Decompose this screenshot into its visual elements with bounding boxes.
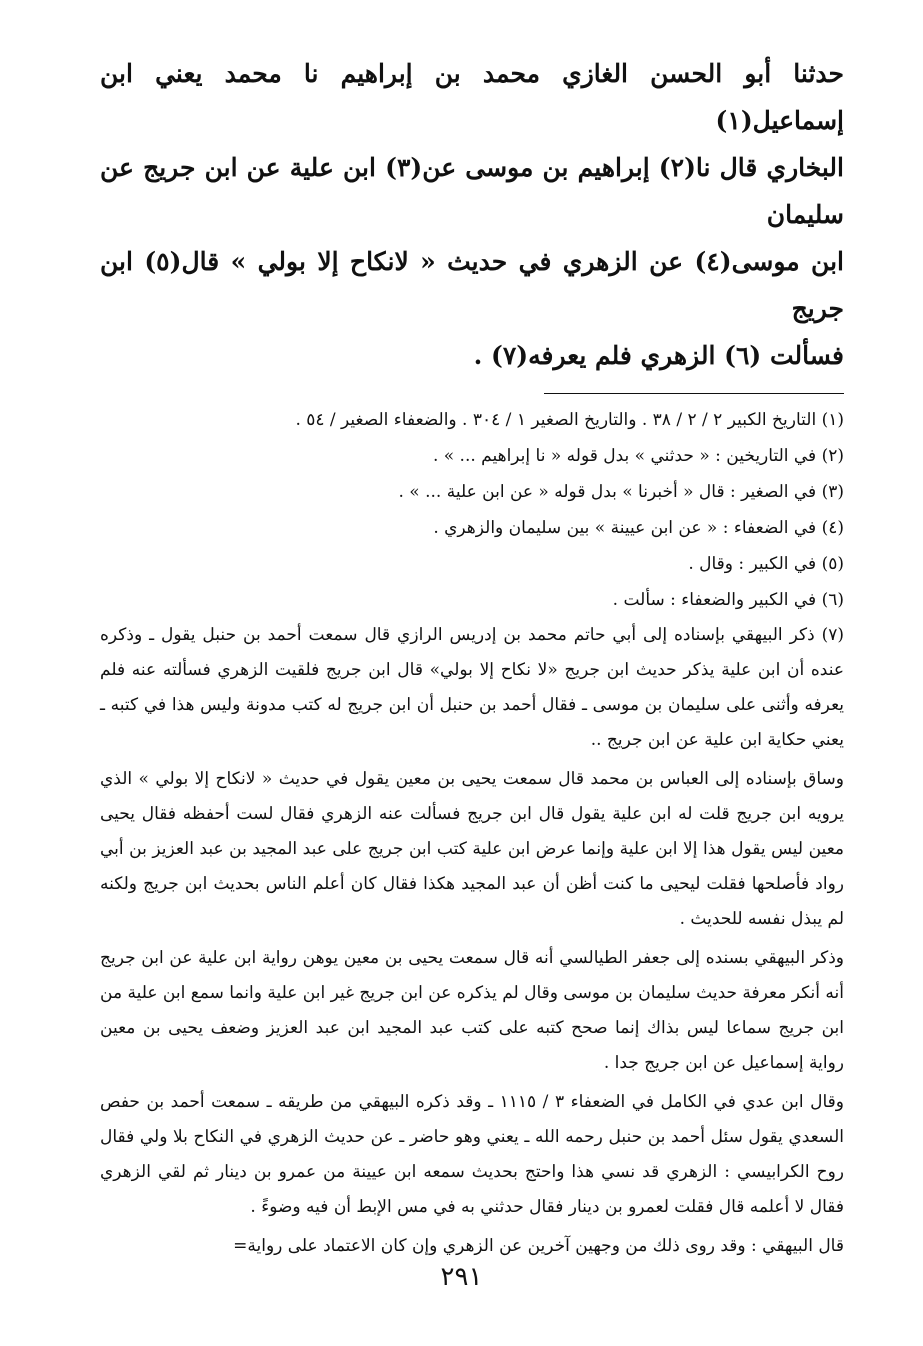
page-content — [100, 50, 844, 1264]
footnote-separator-wrap — [100, 393, 844, 394]
footnotes — [100, 402, 844, 1264]
footnote-2: (٢) في التاريخين : « حدثني » بدل قوله « نا إبراهيم ... » . — [432, 446, 844, 466]
footnote-7-paragraph-5: قال البيهقي : وقد روى ذلك من وجهين آخرين عن الزهري وإن كان الاعتماد على رواية= — [233, 1236, 844, 1256]
footnote-7-paragraph-1: (٧) ذكر البيهقي بإسناده إلى أبي حاتم محمد بن إدريس الرازي قال سمعت أحمد بن حنبل يقول ـ وذكره عنده أن ابن علية يذكر حديث ابن جريج «لا نكاح إلا بولي» قال ابن جريج فلقيت الزهري فسألته عنه فلم يعرفه وأثنى على سليمان بن موسى ـ فقال أحمد بن حنبل أن ابن جريج له كتب مدونة وليس هذا في كتبه ـ يعني حكاية ابن علية عن ابن جريج .. — [100, 625, 844, 750]
main-text-line-4: فسألت (٦) الزهري فلم يعرفه(٧) . — [473, 341, 844, 370]
main-text — [100, 50, 844, 379]
main-text-line-3: ابن موسى(٤) عن الزهري في حديث « لانكاح إلا بولي » قال(٥) ابن جريج — [100, 247, 844, 323]
footnote-1: (١) التاريخ الكبير ٢ / ٢ / ٣٨ . والتاريخ الصغير ١ / ٣٠٤ . والضعفاء الصغير / ٥٤ . — [295, 410, 844, 430]
main-text-line-2: البخاري قال نا(٢) إبراهيم بن موسى عن(٣) ابن علية عن ابن جريج عن سليمان — [100, 153, 844, 229]
footnote-7-paragraph-2: وساق بإسناده إلى العباس بن محمد قال سمعت يحيى بن معين يقول في حديث « لانكاح إلا بولي » الذي يرويه ابن جريج قلت له ابن علية يقول قال ابن جريج فسألت عنه الزهري فقال لست أحفظه فقال يحيى معين ليس يقول هذا إلا ابن علية وإنما عرض ابن علية كتب ابن جريج على عبد المجيد بن عبد العزيز بن أبي رواد فأصلحها فقلت ليحيى ما كنت أظن أن عبد المجيد هكذا فقال كان أعلم الناس بحديث ابن جريج ولكنه لم يبذل نفسه للحديث . — [100, 769, 844, 929]
footnote-separator — [544, 393, 844, 394]
footnote-7-paragraph-4: وقال ابن عدي في الكامل في الضعفاء ٣ / ١١١٥ ـ وقد ذكره البيهقي من طريقه ـ سمعت أحمد بن حفص السعدي يقول سئل أحمد بن حنبل رحمه الله ـ يعني وهو حاضر ـ عن حديث الزهري في النكاح بلا ولي فقال روح الكرابيسي : الزهري قد نسي هذا واحتج بحديث سمعه ابن عيينة من عمرو بن دينار ثم لقي الزهري فقال لا أعلمه قال فقلت لعمرو بن دينار فقال حدثني به في مس الإبط أن فيه وضوءً . — [100, 1092, 845, 1217]
footnote-4: (٤) في الضعفاء : « عن ابن عيينة » بين سليمان والزهري . — [433, 518, 844, 538]
footnote-3: (٣) في الصغير : قال « أخبرنا » بدل قوله « عن ابن علية ... » . — [398, 482, 844, 502]
footnote-5: (٥) في الكبير : وقال . — [688, 554, 844, 574]
footnote-6: (٦) في الكبير والضعفاء : سألت . — [612, 590, 844, 610]
footnote-7-paragraph-3: وذكر البيهقي بسنده إلى جعفر الطيالسي أنه قال سمعت يحيى بن معين يوهن رواية ابن علية عن ابن جريج أنه أنكر معرفة حديث سليمان بن موسى وقال لم يذكره عن ابن جريج غير ابن علية وانما سمع ابن علية من ابن جريج سماعا ليس بذاك إنما صحح كتبه على كتب عبد المجيد ابن عبد العزيز وضعف يحيى بن معين رواية إسماعيل عن ابن جريج جدا . — [100, 948, 844, 1073]
page-number: ٢٩١ — [440, 1262, 483, 1292]
main-text-line-1: حدثنا أبو الحسن الغازي محمد بن إبراهيم نا محمد يعني ابن إسماعيل(١) — [100, 59, 844, 135]
